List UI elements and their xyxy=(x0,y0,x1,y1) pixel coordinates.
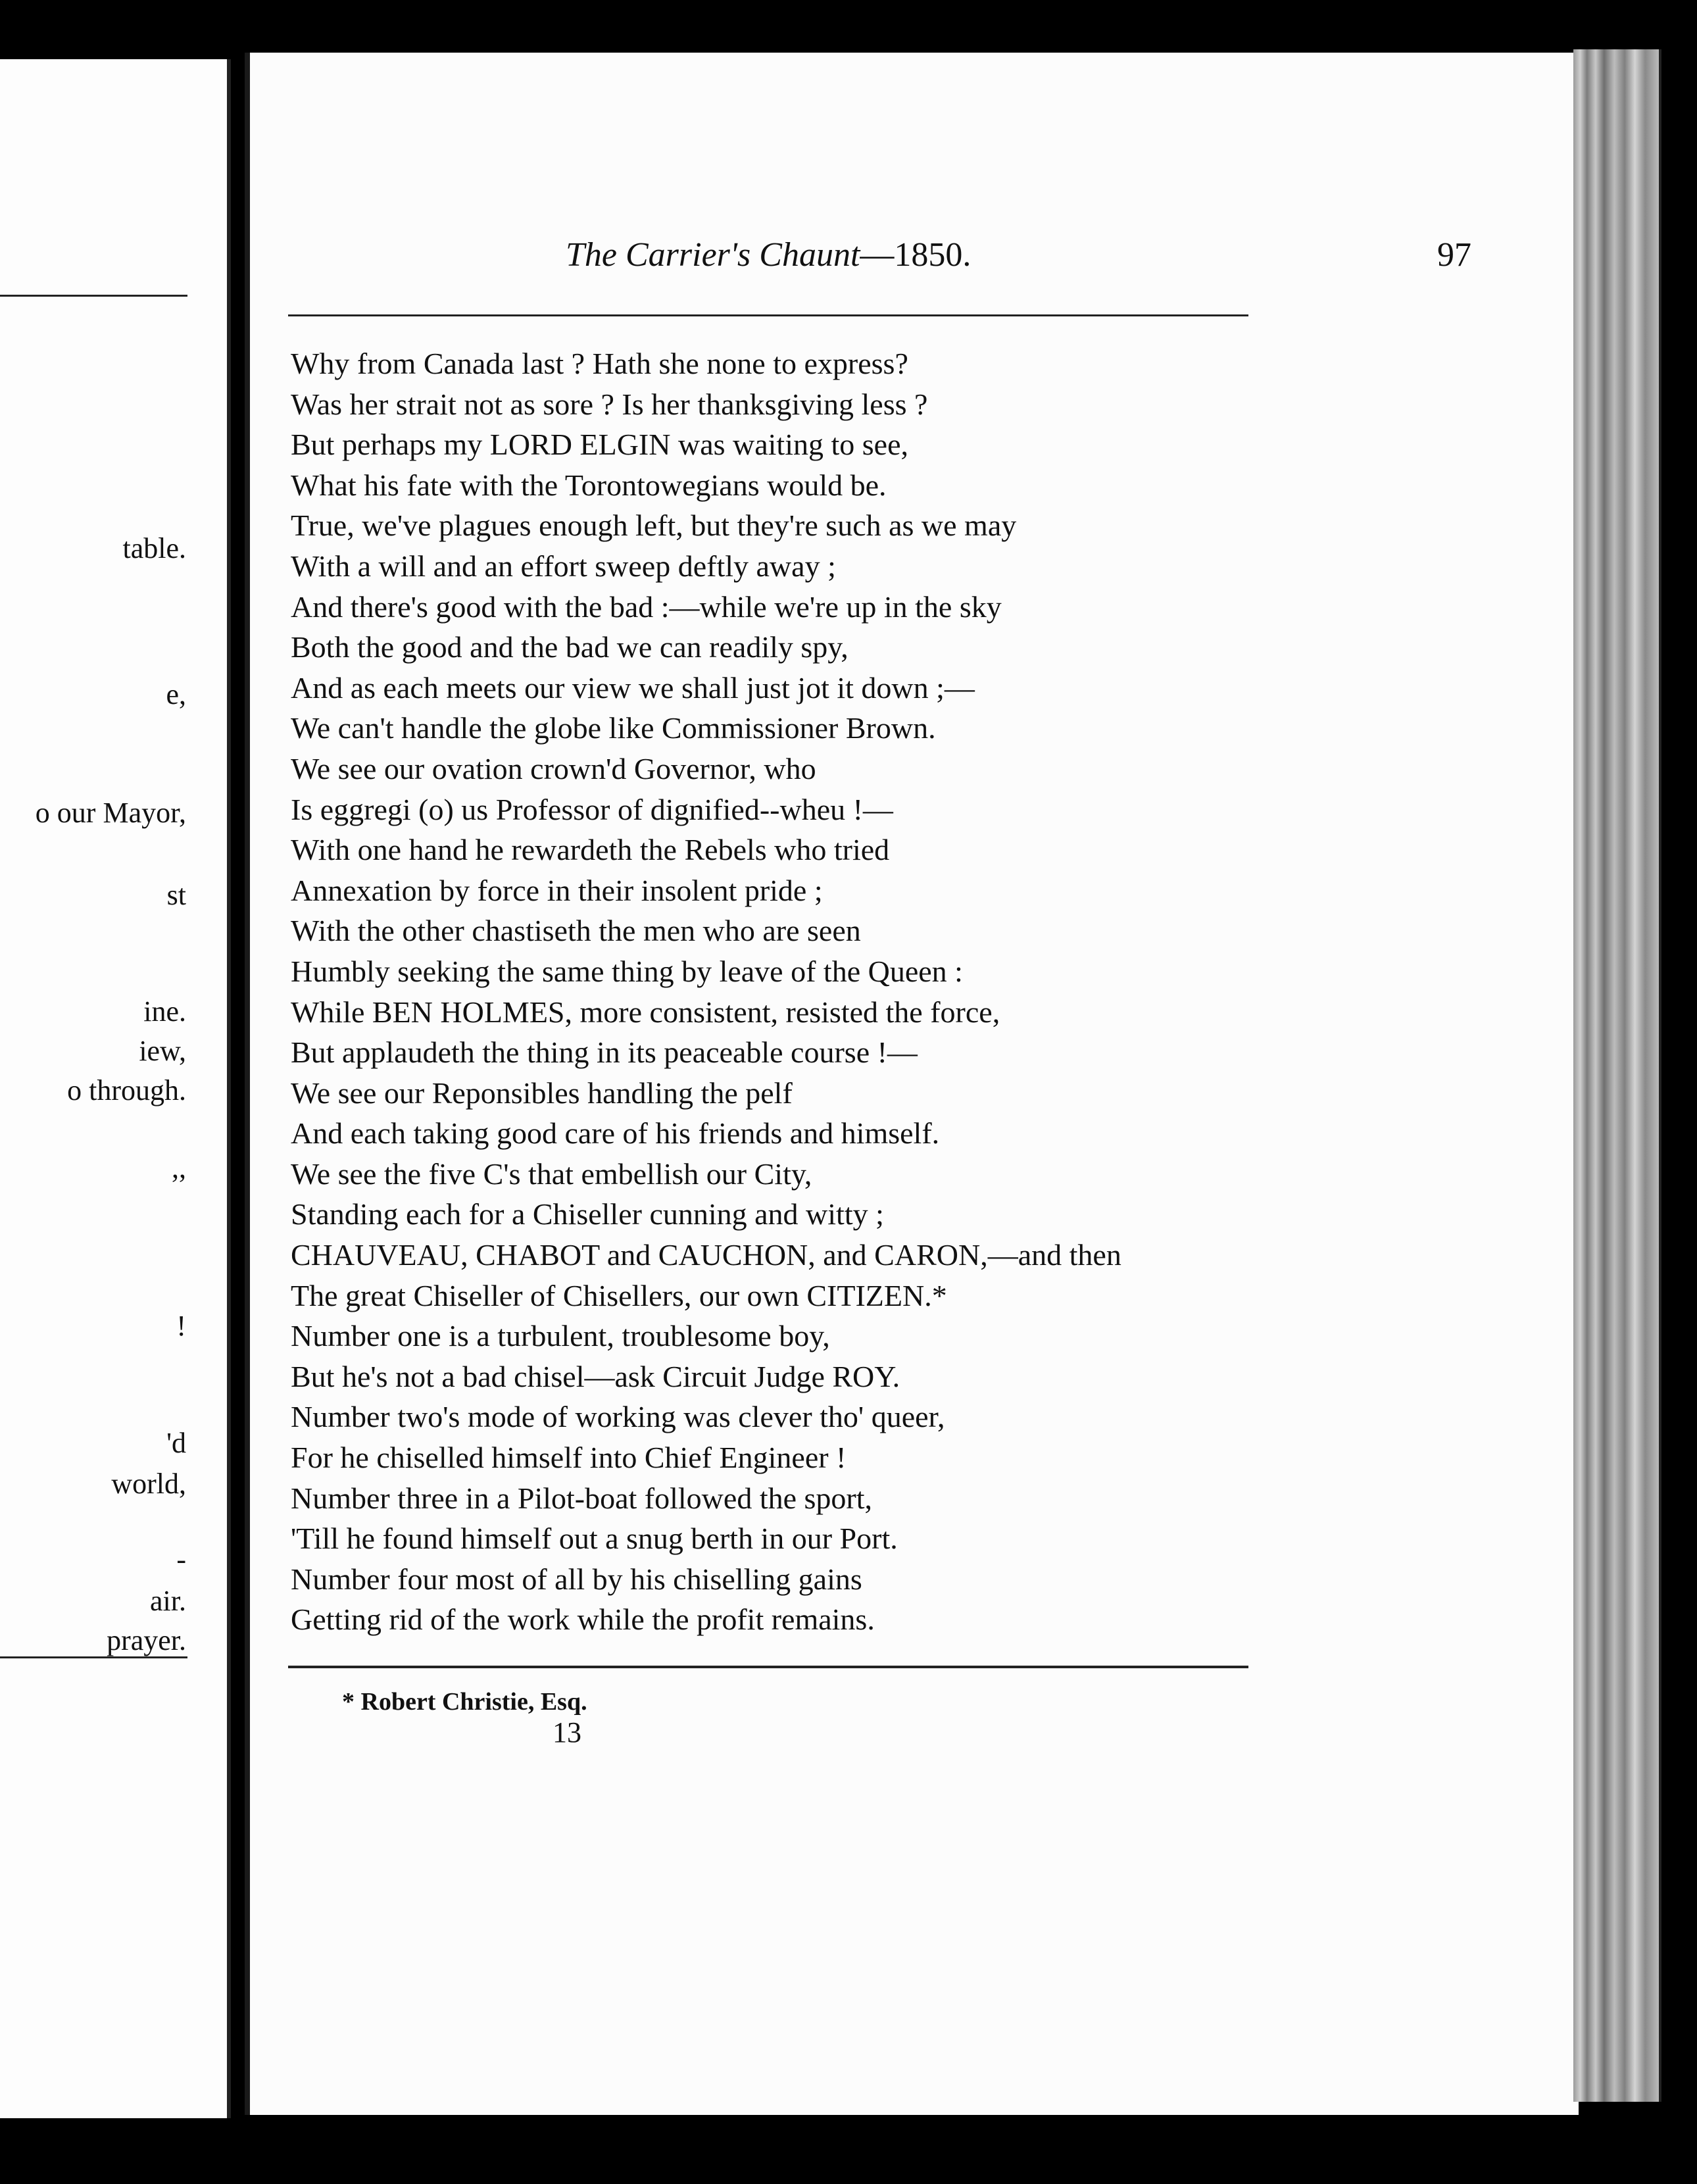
left-fragment: ,, xyxy=(172,1152,186,1184)
running-head-title: The Carrier's Chaunt xyxy=(566,236,860,274)
left-fragment: table. xyxy=(122,532,186,564)
poem-line: Standing each for a Chiseller cunning and witty ; xyxy=(291,1197,884,1231)
poem-line: Humbly seeking the same thing by leave of the Queen : xyxy=(291,954,963,988)
poem-line: We see our ovation crown'd Governor, who xyxy=(291,751,816,785)
poem-line: We see our Reponsibles handling the pelf xyxy=(291,1076,793,1110)
left-fragment: prayer. xyxy=(107,1624,186,1656)
poem-line: But applaudeth the thing in its peaceable course !— xyxy=(291,1035,918,1070)
poem-line: Why from Canada last ? Hath she none to express? xyxy=(291,347,908,380)
poem-line: Is eggregi (o) us Professor of dignified--wheu !— xyxy=(291,792,893,826)
left-fragment: air. xyxy=(150,1585,186,1617)
poem-line: Number three in a Pilot-boat followed the sport, xyxy=(291,1481,873,1515)
poem-line: Was her strait not as sore ? Is her thanksgiving less ? xyxy=(291,387,928,421)
left-fragment: ine. xyxy=(143,995,186,1028)
running-head xyxy=(566,236,971,274)
poem-line: And each taking good care of his friends and himself. xyxy=(291,1116,940,1151)
poem-line: With the other chastiseth the men who are seen xyxy=(291,914,861,948)
poem-line: For he chiselled himself into Chief Engineer ! xyxy=(291,1441,847,1475)
header-rule xyxy=(288,314,1248,316)
page-number: 97 xyxy=(1437,236,1471,274)
left-fragment: e, xyxy=(166,678,186,710)
poem-line: While BEN HOLMES, more consistent, resisted the force, xyxy=(291,995,1000,1029)
poem-body xyxy=(291,343,1277,1640)
poem-line: Number one is a turbulent, troublesome boy, xyxy=(291,1319,830,1353)
poem-line: 'Till he found himself out a snug berth in our Port. xyxy=(291,1522,898,1556)
poem-line: True, we've plagues enough left, but they're such as we may xyxy=(291,509,1017,543)
left-page-bottom-rule xyxy=(0,1656,187,1658)
left-fragment: world, xyxy=(111,1468,186,1500)
poem-line: With one hand he rewardeth the Rebels who tried xyxy=(291,833,890,867)
poem-line: But perhaps my LORD ELGIN was waiting to see, xyxy=(291,428,909,462)
left-fragment: ! xyxy=(176,1310,186,1342)
poem-line: Annexation by force in their insolent pride ; xyxy=(291,873,823,907)
poem-line: We can't handle the globe like Commissioner Brown. xyxy=(291,711,936,745)
left-fragment: iew, xyxy=(139,1035,186,1067)
poem-line: Number two's mode of working was clever tho' queer, xyxy=(291,1400,945,1434)
running-head-year: —1850. xyxy=(860,236,971,274)
poem-line: And as each meets our view we shall just jot it down ;— xyxy=(291,670,975,705)
poem-line: Both the good and the bad we can readily spy, xyxy=(291,630,848,664)
facing-page-left xyxy=(0,59,231,2118)
poem-line: We see the five C's that embellish our City, xyxy=(291,1156,812,1191)
left-fragment: 'd xyxy=(166,1427,186,1459)
poem-line: With a will and an effort sweep deftly away ; xyxy=(291,549,836,583)
poem-line: The great Chiseller of Chisellers, our own CITIZEN.* xyxy=(291,1278,947,1312)
left-fragment: st xyxy=(166,879,186,911)
footnote: * Robert Christie, Esq. xyxy=(342,1688,587,1716)
poem-line: But he's not a bad chisel—ask Circuit Judge ROY. xyxy=(291,1359,900,1393)
book-page-edges xyxy=(1573,49,1661,2102)
poem-line: CHAUVEAU, CHABOT and CAUCHON, and CARON,—and then xyxy=(291,1238,1121,1272)
poem-line: And there's good with the bad :—while we're up in the sky xyxy=(291,589,1002,624)
left-fragment: o our Mayor, xyxy=(35,797,186,829)
left-page-head-rule xyxy=(0,295,187,297)
page-97 xyxy=(245,53,1579,2115)
poem-line: Number four most of all by his chiselling gains xyxy=(291,1562,862,1596)
poem-line: What his fate with the Torontowegians would be. xyxy=(291,468,887,502)
signature-mark: 13 xyxy=(553,1716,581,1749)
left-fragment: o through. xyxy=(67,1074,186,1106)
poem-line: Getting rid of the work while the profit remains. xyxy=(291,1602,875,1637)
left-fragment: - xyxy=(176,1543,186,1576)
footnote-rule xyxy=(288,1666,1248,1668)
